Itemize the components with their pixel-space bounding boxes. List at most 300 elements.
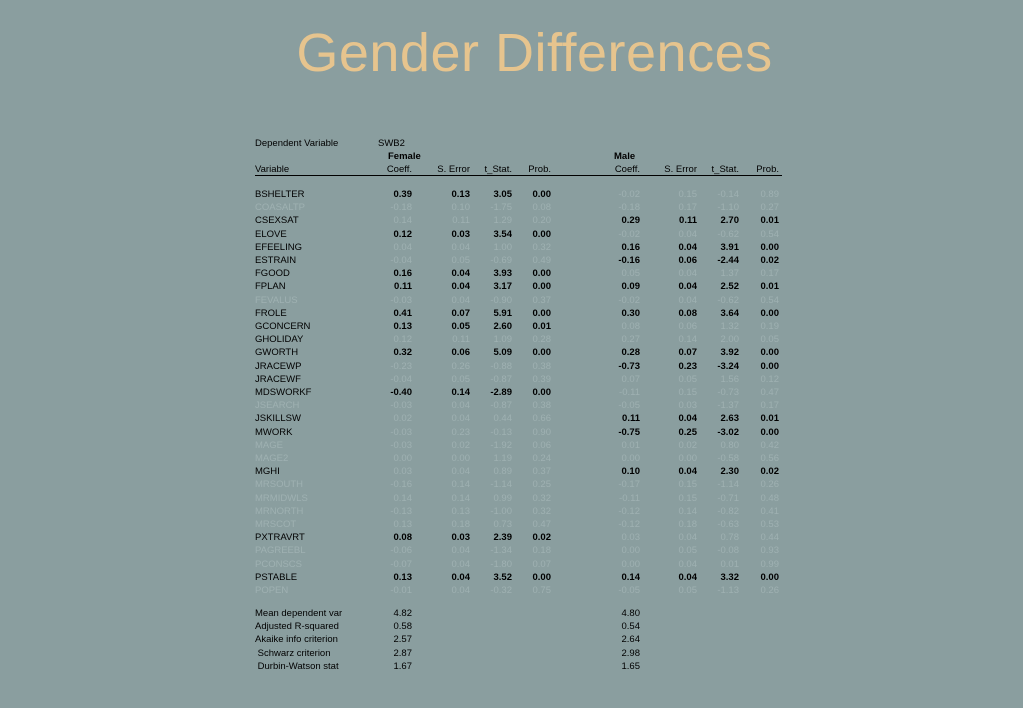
variable-name: FROLE	[255, 307, 287, 319]
female-serror-cell: 0.04	[451, 241, 470, 253]
female-coeff-cell: 0.12	[393, 334, 412, 346]
male-prob-cell: 0.01	[760, 413, 779, 425]
male-tstat-cell: 3.32	[720, 571, 739, 583]
female-prob-cell: 0.00	[532, 268, 551, 280]
variable-name: GCONCERN	[255, 321, 311, 332]
female-tstat-cell: -0.87	[490, 373, 512, 385]
male-tstat-cell: -1.13	[717, 585, 739, 596]
male-serror-cell: 0.04	[678, 241, 697, 253]
female-coeff-cell: 0.32	[393, 347, 412, 359]
table-row	[255, 229, 782, 242]
variable-name: CSEXSAT	[255, 215, 299, 227]
table-row	[255, 519, 782, 532]
variable-name: GWORTH	[255, 347, 299, 359]
female-serror-cell: 0.02	[451, 439, 470, 451]
table-row	[255, 255, 782, 268]
male-serror-header: S. Error	[664, 164, 697, 175]
male-tstat-cell: -0.62	[717, 294, 739, 306]
female-tstat-cell: 2.39	[493, 532, 512, 544]
female-coeff-cell: 0.08	[393, 532, 412, 544]
male-prob-cell: 0.00	[760, 347, 779, 359]
female-coeff-cell: -0.03	[390, 426, 412, 438]
male-prob-cell: 0.26	[760, 585, 779, 596]
female-tstat-cell: -0.32	[490, 585, 512, 596]
male-coeff-cell: -0.12	[618, 505, 640, 517]
male-tstat-cell: 2.52	[720, 281, 739, 293]
female-tstat-cell: -1.34	[490, 545, 512, 557]
male-coeff-cell: -0.17	[618, 479, 640, 491]
female-serror-cell: 0.26	[451, 360, 470, 372]
male-coeff-cell: -0.75	[618, 426, 640, 438]
male-tstat-cell: -0.14	[717, 189, 739, 200]
slide-title: Gender Differences	[296, 23, 773, 83]
female-statistic-value: 1.67	[393, 660, 412, 672]
table-row	[255, 559, 782, 572]
male-serror-cell: 0.18	[678, 519, 697, 530]
male-tstat-cell: -1.14	[717, 479, 739, 491]
male-coeff-cell: 0.03	[621, 532, 640, 544]
male-statistic-value: 4.80	[621, 608, 640, 619]
female-tstat-cell: 3.17	[493, 281, 512, 293]
table-row	[255, 585, 782, 598]
female-tstat-cell: 1.00	[493, 241, 512, 253]
variable-name: ELOVE	[255, 228, 287, 240]
male-coeff-cell: 0.01	[621, 439, 640, 451]
female-prob-cell: 0.18	[532, 545, 551, 557]
male-coeff-cell: -0.02	[618, 228, 640, 240]
table-row	[255, 572, 782, 585]
male-prob-cell: 0.41	[760, 505, 779, 517]
male-tstat-cell: -0.63	[717, 519, 739, 530]
female-coeff-cell: 0.11	[394, 281, 412, 293]
dependent-variable-value: SWB2	[378, 138, 405, 149]
male-tstat-cell: -0.82	[717, 505, 739, 517]
male-serror-cell: 0.15	[678, 479, 697, 491]
variable-name: ESTRAIN	[255, 255, 297, 266]
table-row	[255, 295, 782, 308]
female-coeff-cell: -0.23	[390, 360, 412, 372]
male-prob-cell: 0.42	[760, 439, 779, 451]
male-coeff-cell: 0.14	[621, 571, 640, 583]
female-prob-cell: 0.20	[532, 215, 551, 227]
male-tstat-cell: -1.10	[717, 202, 739, 214]
female-serror-cell: 0.11	[452, 334, 470, 346]
male-coeff-cell: -0.18	[618, 202, 640, 214]
male-coeff-cell: -0.05	[618, 400, 640, 412]
female-tstat-cell: -0.13	[490, 426, 512, 438]
female-tstat-cell: 5.91	[493, 307, 512, 319]
male-prob-cell: 0.17	[760, 400, 779, 412]
female-prob-cell: 0.00	[532, 228, 551, 240]
male-coeff-cell: 0.29	[621, 215, 640, 227]
male-tstat-cell: 3.64	[720, 307, 739, 319]
female-serror-cell: 0.11	[452, 215, 470, 227]
male-coeff-cell: -0.11	[619, 387, 640, 398]
female-prob-cell: 0.37	[532, 294, 551, 306]
statistic-row	[255, 634, 782, 647]
female-coeff-cell: -0.03	[390, 400, 412, 412]
male-statistic-value: 1.65	[621, 660, 640, 672]
table-row	[255, 321, 782, 334]
female-tstat-cell: -1.92	[490, 439, 512, 451]
female-prob-cell: 0.39	[532, 373, 551, 385]
female-prob-cell: 0.32	[532, 492, 551, 504]
female-tstat-cell: -0.69	[490, 255, 512, 266]
female-prob-cell: 0.32	[532, 241, 551, 253]
male-serror-cell: 0.04	[678, 294, 697, 306]
statistic-label: Schwarz criterion	[255, 647, 331, 659]
table-row	[255, 440, 782, 453]
statistic-label: Akaike info criterion	[255, 634, 338, 646]
male-serror-cell: 0.15	[678, 189, 697, 200]
male-coeff-cell: 0.11	[622, 413, 640, 425]
female-coeff-cell: -0.16	[390, 479, 412, 491]
male-coeff-cell: 0.10	[621, 466, 640, 478]
variable-name: PCONSCS	[255, 558, 302, 570]
female-coeff-cell: -0.13	[390, 505, 412, 517]
female-prob-cell: 0.06	[532, 439, 551, 451]
male-serror-cell: 0.08	[678, 307, 697, 319]
female-statistic-value: 4.82	[393, 608, 412, 619]
male-serror-cell: 0.07	[678, 347, 697, 359]
table-row	[255, 493, 782, 506]
female-coeff-header: Coeff.	[386, 164, 412, 175]
male-prob-cell: 0.27	[760, 202, 779, 214]
male-prob-cell: 0.99	[760, 558, 779, 570]
variable-name: EFEELING	[255, 241, 302, 253]
variable-name: FGOOD	[255, 268, 290, 280]
male-prob-cell: 0.01	[760, 281, 779, 293]
male-serror-cell: 0.11	[679, 215, 697, 227]
male-prob-header: Prob.	[756, 164, 779, 175]
male-prob-cell: 0.01	[760, 215, 779, 227]
male-tstat-cell: 1.56	[720, 373, 739, 385]
female-prob-cell: 0.00	[532, 281, 551, 293]
female-coeff-cell: 0.39	[393, 189, 412, 200]
female-serror-cell: 0.05	[451, 373, 470, 385]
female-coeff-cell: 0.02	[393, 413, 412, 425]
table-row	[255, 479, 782, 492]
statistic-row	[255, 661, 782, 674]
male-coeff-cell: 0.30	[621, 307, 640, 319]
male-serror-cell: 0.17	[678, 202, 697, 214]
female-prob-cell: 0.28	[532, 334, 551, 346]
male-tstat-cell: -0.58	[717, 453, 739, 464]
female-coeff-cell: 0.41	[393, 307, 412, 319]
female-tstat-cell: -1.75	[490, 202, 512, 214]
male-prob-cell: 0.48	[760, 492, 779, 504]
male-prob-cell: 0.93	[760, 545, 779, 557]
variable-name: PAGREEBL	[255, 545, 306, 557]
male-prob-cell: 0.47	[760, 387, 779, 398]
female-tstat-cell: 1.19	[493, 453, 512, 464]
male-serror-cell: 0.23	[678, 360, 697, 372]
male-serror-cell: 0.04	[678, 571, 697, 583]
male-serror-cell: 0.04	[678, 228, 697, 240]
male-coeff-cell: -0.02	[618, 189, 640, 200]
variable-name: PSTABLE	[255, 571, 298, 583]
male-coeff-cell: 0.00	[621, 545, 640, 557]
male-tstat-cell: -0.08	[717, 545, 739, 557]
female-serror-cell: 0.04	[451, 294, 470, 306]
male-tstat-cell: -0.73	[717, 387, 739, 398]
female-tstat-cell: -2.89	[490, 387, 512, 398]
female-serror-cell: 0.00	[451, 453, 470, 464]
female-coeff-cell: -0.18	[390, 202, 412, 214]
male-prob-cell: 0.05	[760, 334, 779, 346]
female-prob-cell: 0.75	[532, 585, 551, 596]
table-row	[255, 242, 782, 255]
male-tstat-cell: 3.92	[720, 347, 739, 359]
female-prob-cell: 0.02	[532, 532, 551, 544]
male-prob-cell: 0.00	[760, 426, 779, 438]
male-serror-cell: 0.15	[678, 387, 697, 398]
male-tstat-cell: -2.44	[717, 255, 739, 266]
female-serror-header: S. Error	[437, 164, 470, 175]
female-coeff-cell: -0.03	[390, 439, 412, 451]
female-serror-cell: 0.03	[451, 228, 470, 240]
male-prob-cell: 0.26	[760, 479, 779, 491]
male-prob-cell: 0.17	[760, 268, 779, 280]
male-prob-cell: 0.44	[760, 532, 779, 544]
statistic-label: Durbin-Watson stat	[255, 660, 339, 672]
female-serror-cell: 0.03	[451, 532, 470, 544]
female-tstat-cell: -1.80	[490, 558, 512, 570]
male-serror-cell: 0.14	[678, 334, 697, 346]
female-prob-cell: 0.49	[532, 255, 551, 266]
female-tstat-cell: 3.54	[493, 228, 512, 240]
table-row	[255, 281, 782, 294]
female-coeff-cell: 0.16	[393, 268, 412, 280]
statistic-label: Mean dependent var	[255, 608, 343, 619]
variable-name: JRACEWP	[255, 360, 302, 372]
male-serror-cell: 0.25	[678, 426, 697, 438]
female-serror-cell: 0.04	[451, 400, 470, 412]
female-serror-cell: 0.13	[451, 505, 470, 517]
male-serror-cell: 0.03	[678, 400, 697, 412]
variable-name: MAGE2	[255, 453, 289, 464]
statistic-label: Adjusted R-squared	[255, 621, 339, 633]
female-coeff-cell: -0.07	[390, 558, 412, 570]
male-serror-cell: 0.04	[678, 532, 697, 544]
female-serror-cell: 0.04	[451, 585, 470, 596]
female-tstat-cell: 0.99	[493, 492, 512, 504]
male-coeff-cell: 0.16	[621, 241, 640, 253]
male-statistic-value: 0.54	[621, 621, 640, 633]
male-coeff-cell: 0.00	[621, 558, 640, 570]
male-serror-cell: 0.06	[678, 255, 697, 266]
male-tstat-cell: -1.37	[717, 400, 739, 412]
male-prob-cell: 0.00	[760, 360, 779, 372]
female-serror-cell: 0.04	[451, 281, 470, 293]
male-coeff-cell: 0.28	[621, 347, 640, 359]
male-tstat-cell: 0.78	[720, 532, 739, 544]
female-tstat-cell: 3.52	[493, 571, 512, 583]
variable-name: MWORK	[255, 426, 293, 438]
variable-name: BSHELTER	[255, 189, 305, 200]
male-tstat-header: t_Stat.	[711, 164, 739, 175]
table-row	[255, 361, 782, 374]
variable-name: JRACEWF	[255, 373, 301, 385]
female-prob-cell: 0.00	[532, 189, 551, 200]
male-tstat-cell: 2.63	[720, 413, 739, 425]
female-serror-cell: 0.05	[451, 255, 470, 266]
male-serror-cell: 0.14	[678, 505, 697, 517]
male-tstat-cell: 1.37	[720, 268, 739, 280]
female-coeff-cell: 0.00	[393, 453, 412, 464]
variable-name: GHOLIDAY	[255, 334, 304, 346]
female-serror-cell: 0.04	[451, 545, 470, 557]
female-coeff-cell: 0.13	[393, 571, 412, 583]
female-prob-cell: 0.38	[532, 400, 551, 412]
female-statistic-value: 2.57	[393, 634, 412, 646]
dependent-variable-label: Dependent Variable	[255, 138, 339, 149]
male-serror-cell: 0.06	[678, 321, 697, 332]
female-serror-cell: 0.14	[451, 387, 470, 398]
male-serror-cell: 0.00	[678, 453, 697, 464]
female-serror-cell: 0.04	[451, 558, 470, 570]
table-row	[255, 374, 782, 387]
female-coeff-cell: 0.13	[393, 519, 412, 530]
male-tstat-cell: -3.24	[717, 360, 739, 372]
male-serror-cell: 0.05	[678, 585, 697, 596]
female-tstat-header: t_Stat.	[484, 164, 512, 175]
variable-name: MRMIDWLS	[255, 492, 308, 504]
female-prob-cell: 0.66	[532, 413, 551, 425]
male-coeff-cell: 0.07	[621, 373, 640, 385]
variable-name: MRNORTH	[255, 505, 304, 517]
female-prob-cell: 0.07	[532, 558, 551, 570]
female-tstat-cell: 2.60	[493, 321, 512, 332]
female-coeff-cell: 0.14	[393, 492, 412, 504]
male-prob-cell: 0.89	[760, 189, 779, 200]
male-tstat-cell: 0.80	[720, 439, 739, 451]
female-tstat-cell: -0.87	[490, 400, 512, 412]
female-prob-cell: 0.00	[532, 387, 551, 398]
male-coeff-cell: -0.16	[618, 255, 640, 266]
table-row	[255, 545, 782, 558]
female-prob-cell: 0.08	[532, 202, 551, 214]
female-prob-cell: 0.01	[532, 321, 551, 332]
female-tstat-cell: 3.05	[493, 189, 512, 200]
male-prob-cell: 0.12	[760, 373, 779, 385]
female-prob-header: Prob.	[528, 164, 551, 175]
male-statistic-value: 2.98	[621, 647, 640, 659]
male-tstat-cell: 2.00	[720, 334, 739, 346]
female-tstat-cell: 1.09	[493, 334, 512, 346]
female-serror-cell: 0.05	[451, 321, 470, 332]
female-tstat-cell: -0.88	[490, 360, 512, 372]
female-prob-cell: 0.25	[532, 479, 551, 491]
table-row	[255, 334, 782, 347]
table-row	[255, 413, 782, 426]
statistic-row	[255, 608, 782, 621]
male-tstat-cell: -3.02	[717, 426, 739, 438]
header-rule	[255, 175, 782, 176]
male-group-label: Male	[614, 151, 636, 162]
male-tstat-cell: 1.32	[720, 321, 739, 332]
male-prob-cell: 0.19	[760, 321, 779, 332]
male-coeff-cell: -0.02	[618, 294, 640, 306]
female-serror-cell: 0.14	[451, 492, 470, 504]
statistic-row	[255, 648, 782, 661]
male-serror-cell: 0.04	[678, 466, 697, 478]
variable-name: COASALTP	[255, 202, 305, 214]
male-coeff-cell: 0.27	[621, 334, 640, 346]
male-coeff-cell: -0.73	[618, 360, 640, 372]
female-tstat-cell: 0.73	[493, 519, 512, 530]
female-coeff-cell: -0.04	[390, 255, 412, 266]
table-row	[255, 189, 782, 202]
female-tstat-cell: 1.29	[493, 215, 512, 227]
male-tstat-cell: 2.70	[720, 215, 739, 227]
variable-name: FPLAN	[255, 281, 286, 293]
table-row	[255, 202, 782, 215]
table-row	[255, 466, 782, 479]
variable-name: MAGE	[255, 439, 283, 451]
male-prob-cell: 0.56	[760, 453, 779, 464]
male-serror-cell: 0.04	[678, 558, 697, 570]
female-prob-cell: 0.47	[532, 519, 551, 530]
female-serror-cell: 0.04	[451, 466, 470, 478]
female-coeff-cell: -0.03	[390, 294, 412, 306]
table-row	[255, 347, 782, 360]
male-coeff-cell: -0.12	[618, 519, 640, 530]
female-serror-cell: 0.06	[451, 347, 470, 359]
variable-name: FEVALUS	[255, 294, 298, 306]
male-prob-cell: 0.02	[760, 466, 779, 478]
female-serror-cell: 0.04	[451, 268, 470, 280]
male-statistic-value: 2.64	[621, 634, 640, 646]
female-prob-cell: 0.00	[532, 571, 551, 583]
female-prob-cell: 0.24	[532, 453, 551, 464]
table-row	[255, 400, 782, 413]
male-coeff-header: Coeff.	[614, 164, 640, 175]
male-serror-cell: 0.05	[678, 545, 697, 557]
male-serror-cell: 0.02	[678, 439, 697, 451]
male-prob-cell: 0.02	[760, 255, 779, 266]
male-serror-cell: 0.04	[678, 281, 697, 293]
variable-name: MRSCOT	[255, 519, 297, 530]
variable-name: POPEN	[255, 585, 289, 596]
female-coeff-cell: -0.04	[390, 373, 412, 385]
male-tstat-cell: 2.30	[720, 466, 739, 478]
female-tstat-cell: -1.00	[490, 505, 512, 517]
male-coeff-cell: 0.00	[621, 453, 640, 464]
variable-name: PXTRAVRT	[255, 532, 305, 544]
table-row	[255, 532, 782, 545]
male-serror-cell: 0.05	[678, 373, 697, 385]
table-row	[255, 308, 782, 321]
female-tstat-cell: 0.44	[493, 413, 512, 425]
female-serror-cell: 0.04	[451, 571, 470, 583]
male-coeff-cell: -0.11	[619, 492, 640, 504]
male-prob-cell: 0.00	[760, 241, 779, 253]
female-tstat-cell: -0.90	[490, 294, 512, 306]
male-coeff-cell: 0.05	[621, 268, 640, 280]
female-statistic-value: 0.58	[393, 621, 412, 633]
table-row	[255, 427, 782, 440]
female-prob-cell: 0.38	[532, 360, 551, 372]
female-coeff-cell: 0.12	[393, 228, 412, 240]
male-tstat-cell: 0.01	[720, 558, 739, 570]
female-statistic-value: 2.87	[393, 647, 412, 659]
female-prob-cell: 0.37	[532, 466, 551, 478]
female-prob-cell: 0.32	[532, 505, 551, 517]
variable-name: MRSOUTH	[255, 479, 304, 491]
table-row	[255, 453, 782, 466]
male-coeff-cell: 0.09	[621, 281, 640, 293]
